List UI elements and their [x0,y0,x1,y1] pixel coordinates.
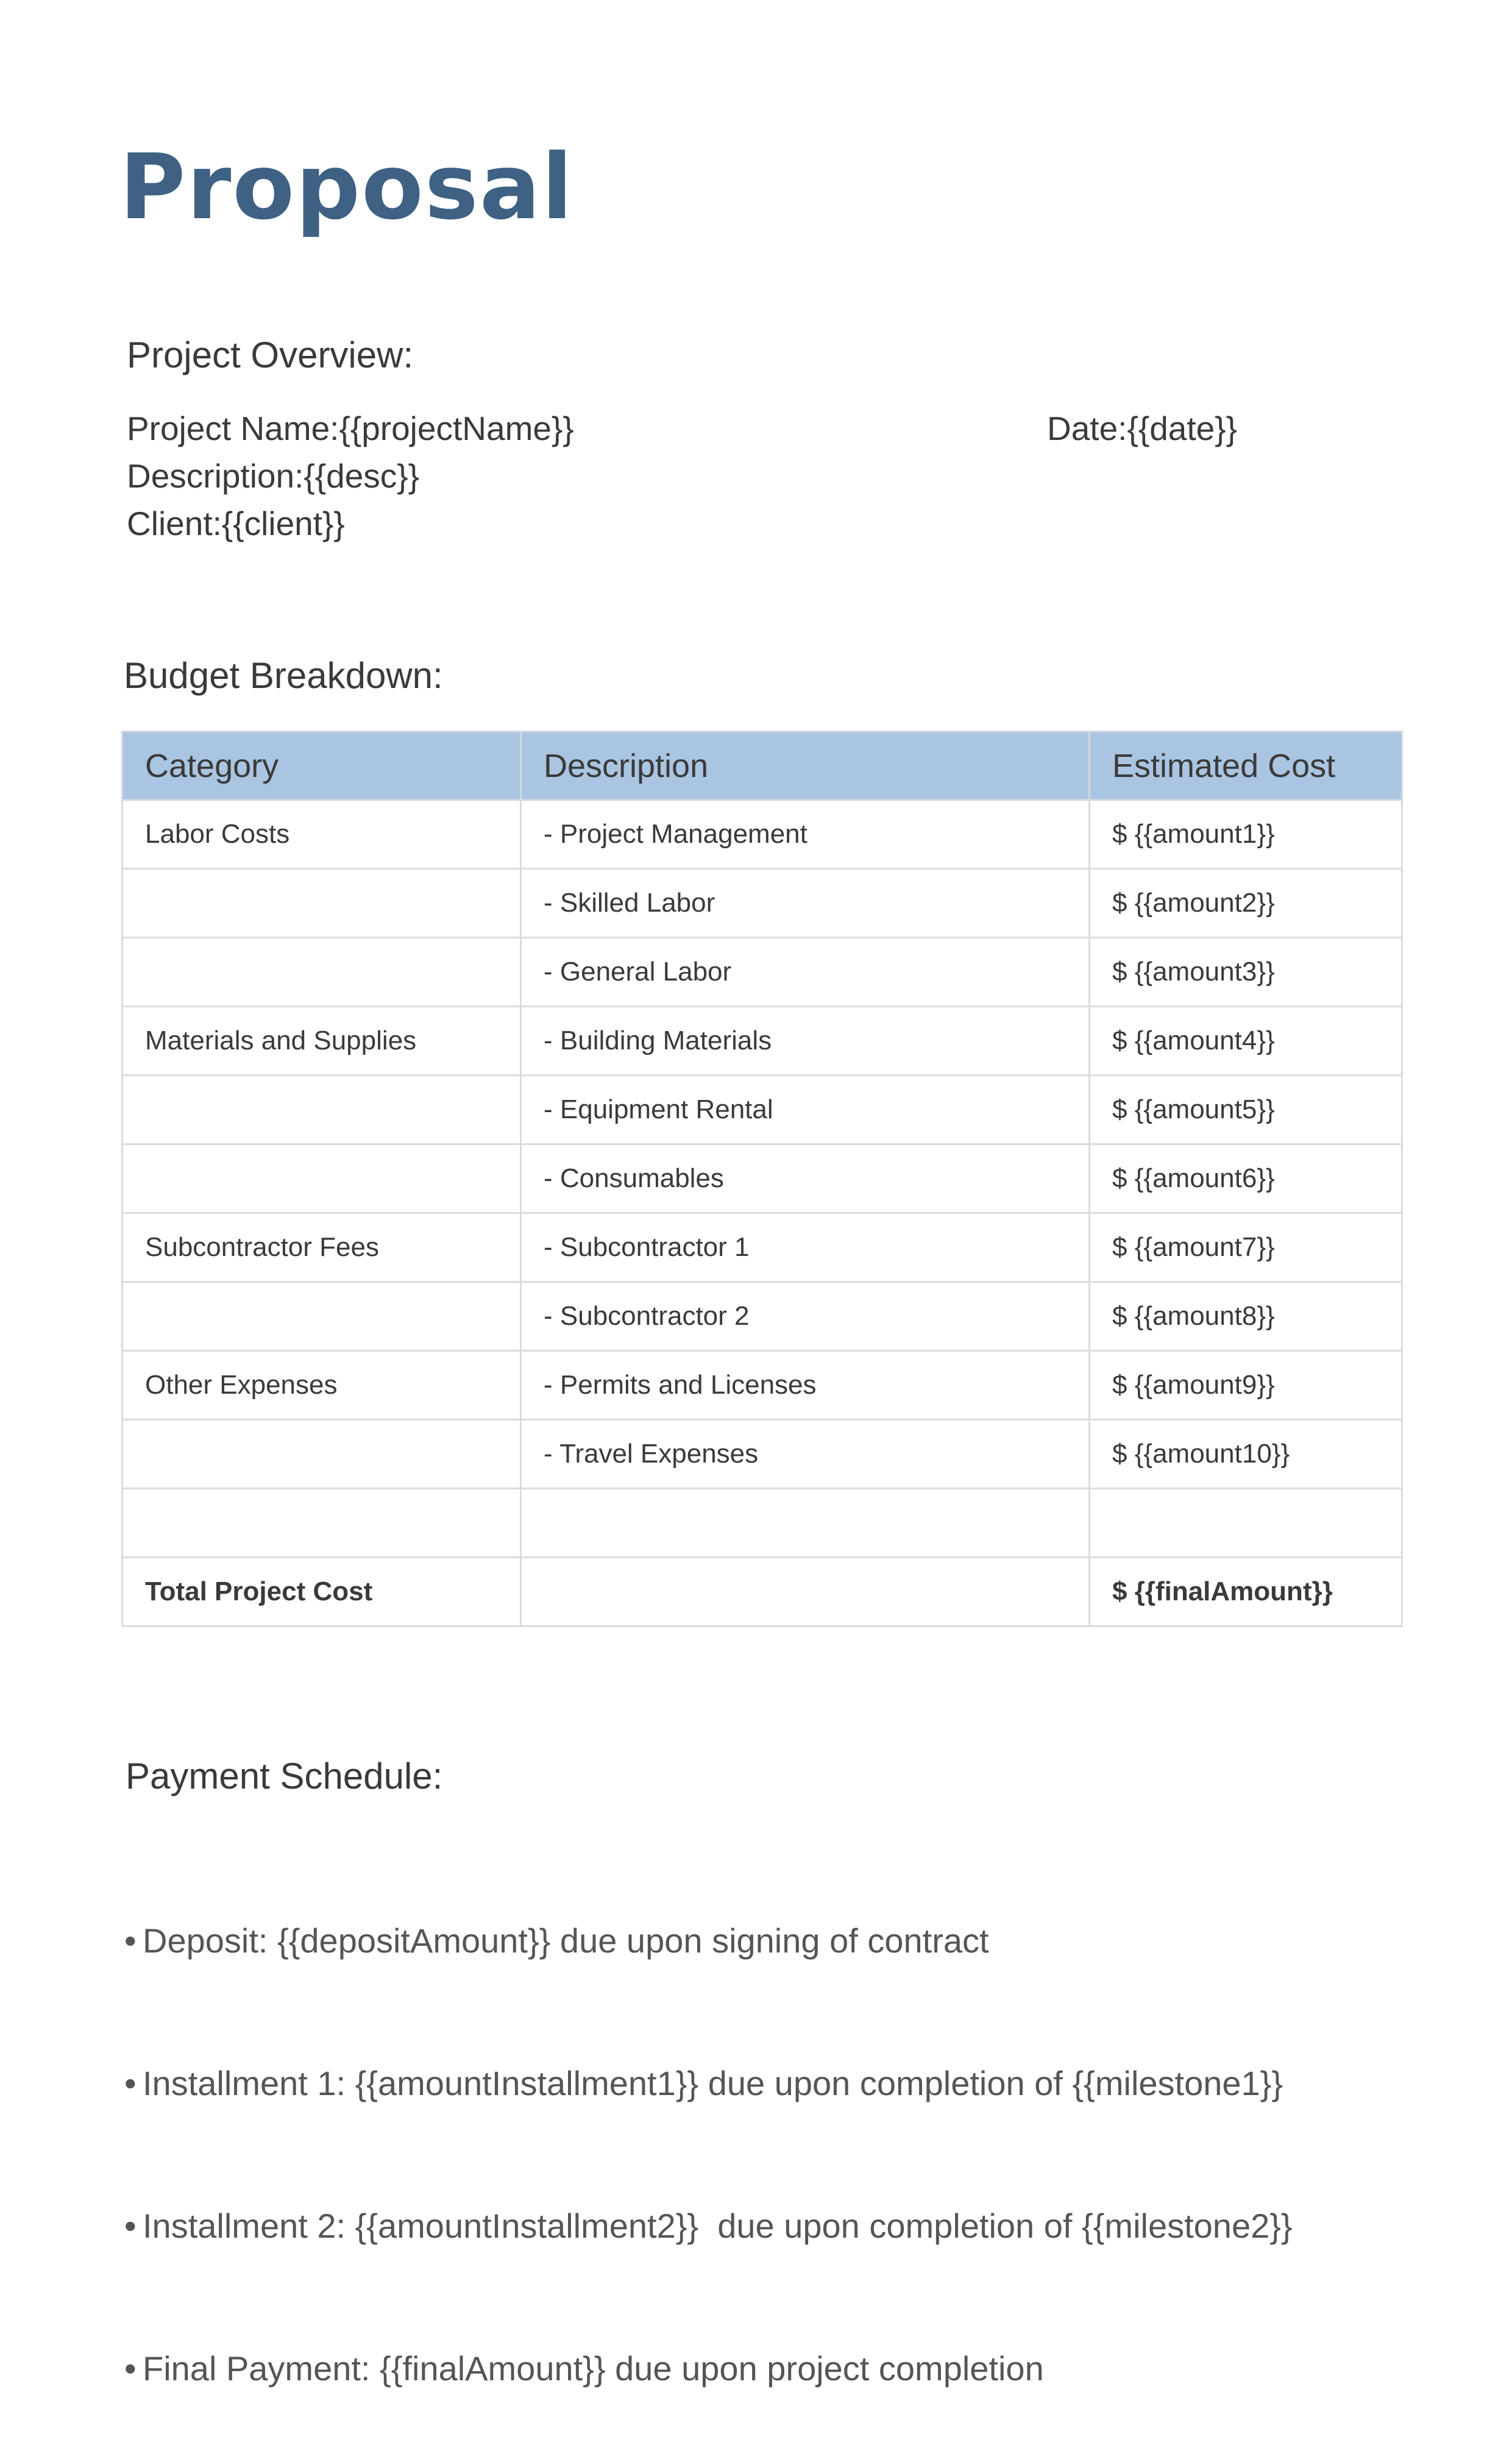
description-cell: - Project Management [521,800,1090,869]
category-cell [122,1420,521,1489]
bullet-icon: • [124,2064,137,2102]
total-label: Total Project Cost [122,1558,521,1626]
list-item [124,1917,1293,1965]
description-cell: - Building Materials [521,1007,1090,1076]
project-overview-heading: Project Overview: [127,335,414,375]
table-row [122,1007,1402,1076]
cost-cell: $ {{amount10}} [1090,1420,1402,1489]
category-cell [122,1489,521,1558]
cost-cell: $ {{amount7}} [1090,1213,1402,1282]
payment-schedule-heading: Payment Schedule: [126,1756,443,1796]
category-cell [122,1282,521,1351]
description-cell: - General Labor [521,938,1090,1007]
bullet-icon: • [124,2207,137,2245]
total-description-cell [521,1558,1090,1626]
bullet-icon: • [124,2349,137,2388]
cost-cell: $ {{amount5}} [1090,1076,1402,1144]
cost-cell [1090,1489,1402,1558]
table-row [122,869,1402,938]
payment-deposit: Deposit: {{depositAmount}} due upon signing of contract [143,1921,989,1960]
list-item [124,2202,1293,2250]
table-row [122,1351,1402,1420]
cost-cell: $ {{amount6}} [1090,1144,1402,1213]
cost-cell: $ {{amount1}} [1090,800,1402,869]
category-cell: Subcontractor Fees [122,1213,521,1282]
column-header-estimated-cost: Estimated Cost [1090,732,1402,800]
description-cell: - Subcontractor 1 [521,1213,1090,1282]
description-cell: - Travel Expenses [521,1420,1090,1489]
table-row [122,1213,1402,1282]
date-field: Date:{{date}} [1047,410,1237,447]
category-cell: Labor Costs [122,800,521,869]
category-cell [122,1144,521,1213]
category-cell [122,938,521,1007]
category-cell: Materials and Supplies [122,1007,521,1076]
table-row [122,1076,1402,1144]
payment-installment-2: Installment 2: {{amountInstallment2}} due upon completion of {{milestone2}} [143,2207,1293,2245]
table-row [122,1282,1402,1351]
table-row [122,800,1402,869]
description-cell: - Consumables [521,1144,1090,1213]
category-cell [122,1076,521,1144]
cost-cell: $ {{amount9}} [1090,1351,1402,1420]
document-title: Proposal [119,135,574,239]
payment-installment-1: Installment 1: {{amountInstallment1}} due upon completion of {{milestone1}} [143,2064,1283,2102]
total-cost: $ {{finalAmount}} [1090,1558,1402,1626]
client-field: Client:{{client}} [127,505,345,542]
payment-schedule-list [124,1822,1293,2440]
cost-cell: $ {{amount4}} [1090,1007,1402,1076]
cost-cell: $ {{amount3}} [1090,938,1402,1007]
description-field: Description:{{desc}} [127,457,420,495]
table-row [122,1144,1402,1213]
project-name-field: Project Name:{{projectName}} [127,410,574,447]
budget-table [121,731,1403,1627]
table-row [122,938,1402,1007]
payment-final: Final Payment: {{finalAmount}} due upon project completion [143,2349,1044,2388]
list-item [124,2060,1293,2107]
column-header-description: Description [521,732,1090,800]
column-header-category: Category [122,732,521,800]
table-header-row [122,732,1402,800]
table-row-empty [122,1489,1402,1558]
category-cell: Other Expenses [122,1351,521,1420]
total-row [122,1558,1402,1626]
table-row [122,1420,1402,1489]
description-cell: - Equipment Rental [521,1076,1090,1144]
description-cell [521,1489,1090,1558]
description-cell: - Permits and Licenses [521,1351,1090,1420]
category-cell [122,869,521,938]
cost-cell: $ {{amount2}} [1090,869,1402,938]
list-item [124,2345,1293,2392]
bullet-icon: • [124,1921,137,1960]
description-cell: - Skilled Labor [521,869,1090,938]
cost-cell: $ {{amount8}} [1090,1282,1402,1351]
description-cell: - Subcontractor 2 [521,1282,1090,1351]
budget-breakdown-heading: Budget Breakdown: [124,655,443,696]
